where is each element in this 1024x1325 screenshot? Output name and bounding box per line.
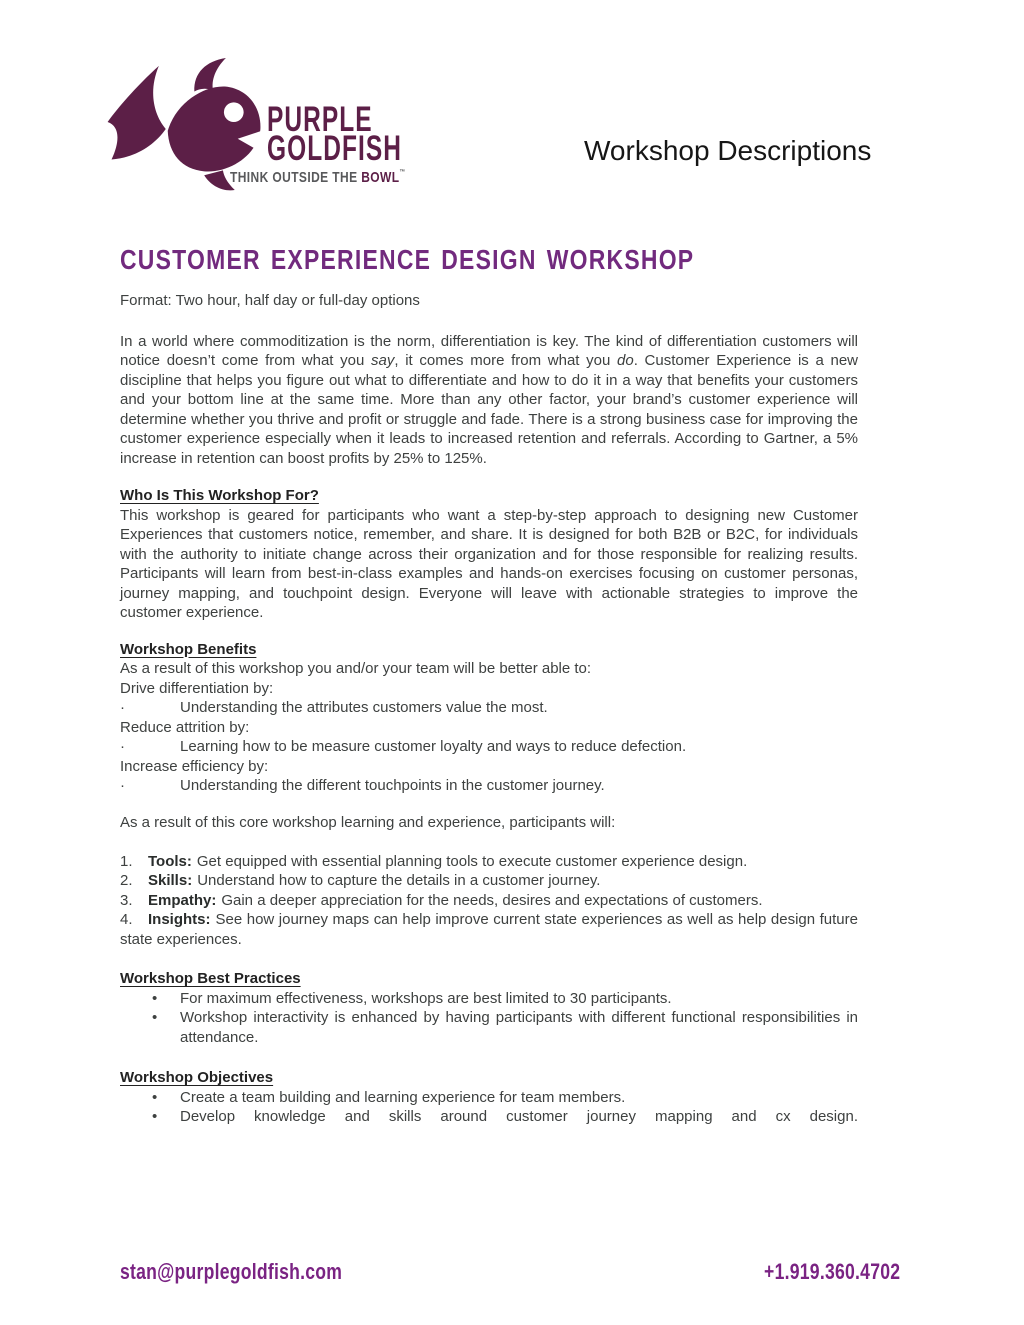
- benefit-group: [120, 718, 858, 757]
- benefit-item: [120, 737, 858, 757]
- best-practices-list: [120, 989, 858, 1048]
- trademark-symbol: ™: [399, 169, 406, 176]
- benefit-group: [120, 757, 858, 796]
- section-heading-best-practices: Workshop Best Practices: [120, 970, 301, 987]
- list-item-label: Empathy:: [148, 891, 217, 909]
- list-item-text: Develop knowledge and skills around customer journey mapping and cx design.: [180, 1108, 858, 1125]
- logo-wordmark-purple: PURPLE: [267, 100, 373, 139]
- list-item: [120, 1088, 858, 1108]
- benefit-item-text: Learning how to be measure customer loyalty and ways to reduce defection.: [180, 738, 687, 755]
- benefit-label: Reduce attrition by:: [120, 718, 250, 736]
- middot-bullet-icon: ·: [120, 777, 125, 794]
- list-item-text: Workshop interactivity is enhanced by having participants with different functional responsibilities in attendance.: [180, 1009, 858, 1046]
- core-outcomes-list: [120, 852, 858, 950]
- benefit-label: Increase efficiency by:: [120, 757, 269, 775]
- list-item-label: Insights:: [148, 911, 211, 928]
- list-item: [120, 1107, 858, 1127]
- footer-phone: +1.919.360.4702: [763, 1259, 900, 1284]
- middot-bullet-icon: ·: [120, 738, 125, 755]
- list-item: [120, 1008, 858, 1047]
- tagline-bowl: BOWL: [361, 169, 400, 186]
- who-paragraph: This workshop is geared for participants who want a step-by-step approach to designing new Customer Experiences that customers notice, remember, and share. It is designed for both B2B or B2C, for individuals with the authority to initiate change across their organization and for those responsible for realizing results. Participants will learn from best-in-class examples and hands-on exercises focusing on customer personas, journey mapping, and touchpoint design. Everyone will leave with actionable strategies to improve the customer experience.: [120, 506, 858, 621]
- tagline-text: THINK OUTSIDE THE: [230, 169, 362, 186]
- benefit-item: [120, 776, 858, 796]
- list-item: [120, 910, 858, 949]
- list-item-text: Gain a deeper appreciation for the needs, desires and expectations of customers.: [221, 891, 763, 909]
- list-item-text: Understand how to capture the details in a customer journey.: [197, 872, 601, 889]
- list-item-label: Tools:: [148, 852, 192, 870]
- workshop-heading: CUSTOMER EXPERIENCE DESIGN WORKSHOP: [120, 244, 695, 275]
- bullet-icon: •: [152, 1108, 158, 1125]
- benefits-lead: As a result of this workshop you and/or your team will be better able to:: [120, 660, 592, 677]
- list-item: [120, 871, 858, 891]
- list-item-text: Get equipped with essential planning tools to execute customer experience design.: [196, 852, 748, 870]
- list-number: 4.: [120, 911, 133, 928]
- intro-text: , it comes more from what you: [394, 352, 617, 369]
- intro-text: . Customer Experience is a new discipline that helps you figure out what to differentiate and how to do it in a way that benefits your customers and your bottom line at the same time. More than any other factor, your brand’s customer experience will determine whether you thrive and profit or struggle and fade. There is a strong business case for improving the customer experience especially when it leads to increased retention and referrals. According to Gartner, a 5% increase in retention can boost profits by 25% to 125%.: [120, 352, 858, 467]
- emphasis-do: do: [617, 352, 634, 369]
- benefit-label: Drive differentiation by:: [120, 679, 274, 697]
- list-item-label: Skills:: [148, 872, 193, 889]
- list-number: 3.: [120, 891, 133, 909]
- bullet-icon: •: [152, 989, 158, 1007]
- core-outcomes-lead: As a result of this core workshop learning and experience, participants will:: [120, 813, 616, 831]
- logo-tagline: [230, 169, 405, 186]
- list-item-text: See how journey maps can help improve current state experiences as well as help design future state experiences.: [120, 911, 858, 948]
- benefit-item-text: Understanding the different touchpoints in the customer journey.: [180, 777, 605, 794]
- logo-wordmark-goldfish: GOLDFISH: [267, 129, 402, 168]
- section-heading-who: Who Is This Workshop For?: [120, 487, 319, 504]
- list-number: 2.: [120, 872, 133, 889]
- benefit-item-text: Understanding the attributes customers value the most.: [180, 699, 548, 716]
- bullet-icon: •: [152, 1088, 158, 1106]
- list-item: [120, 989, 858, 1009]
- section-heading-objectives: Workshop Objectives: [120, 1069, 274, 1086]
- intro-text: In a world where commoditization is the norm, differentiation is key. The kind of differentiation customers will notice doesn’t come from what you: [120, 332, 858, 369]
- footer-email: stan@purplegoldfish.com: [120, 1259, 343, 1284]
- section-heading-benefits: Workshop Benefits: [120, 640, 257, 658]
- list-number: 1.: [120, 852, 133, 870]
- benefit-group: [120, 679, 858, 718]
- middot-bullet-icon: ·: [120, 699, 125, 716]
- bullet-icon: •: [152, 1009, 158, 1026]
- list-item: [120, 852, 858, 872]
- objectives-list: [120, 1088, 858, 1127]
- purple-goldfish-logo: [100, 52, 420, 202]
- list-item: [120, 891, 858, 911]
- intro-paragraph: [120, 332, 858, 469]
- document-title: Workshop Descriptions: [584, 135, 872, 166]
- list-item-text: For maximum effectiveness, workshops are best limited to 30 participants.: [180, 989, 672, 1007]
- format-line: Format: Two hour, half day or full-day options: [120, 292, 420, 309]
- emphasis-say: say: [371, 352, 395, 369]
- list-item-text: Create a team building and learning experience for team members.: [180, 1088, 626, 1106]
- benefit-item: [120, 698, 858, 718]
- document-body: [120, 243, 858, 1127]
